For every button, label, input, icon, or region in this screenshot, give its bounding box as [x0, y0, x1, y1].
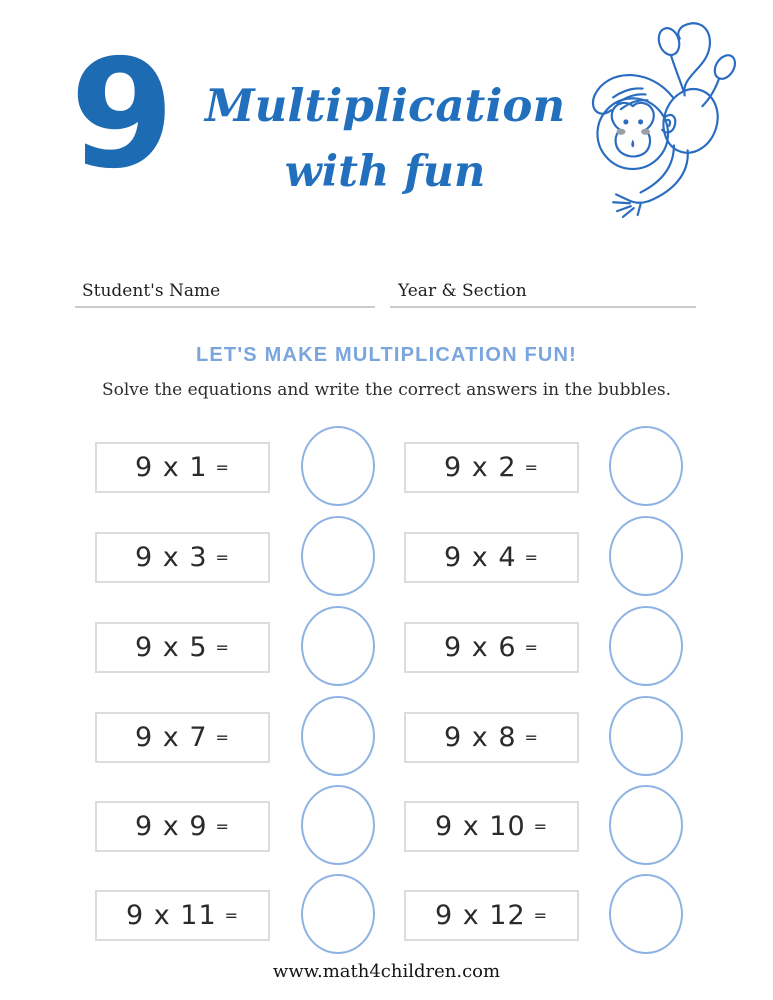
answer-bubble-9x10[interactable]: [609, 785, 683, 865]
year-section-input-line[interactable]: [390, 306, 696, 308]
equation-box-9x7: [95, 712, 270, 763]
title-line-1: Multiplication: [204, 79, 566, 132]
answer-bubble-9x1[interactable]: [301, 426, 375, 506]
answer-bubble-9x11[interactable]: [301, 874, 375, 954]
equals-sign: =: [215, 728, 230, 747]
monkey-arm-over-head: [593, 75, 673, 114]
equation-text: 9 x 12: [434, 900, 526, 931]
title-line-2: with fun: [284, 147, 486, 197]
monkey-eye-left: [623, 119, 628, 124]
equation-box-9x8: [404, 712, 579, 763]
equation-box-9x1: [95, 442, 270, 493]
student-name-label: Student's Name: [82, 281, 221, 301]
answer-bubble-9x5[interactable]: [301, 606, 375, 686]
answer-bubble-9x6[interactable]: [609, 606, 683, 686]
worksheet-title: [170, 72, 600, 206]
equation-text: 9 x 7: [135, 722, 208, 753]
monkey-icon: [572, 8, 768, 226]
equals-sign: =: [533, 906, 549, 925]
year-section-label: Year & Section: [398, 281, 527, 301]
equation-box-9x4: [404, 532, 579, 583]
monkey-cheek-right: [641, 129, 650, 135]
equation-box-9x11: [95, 890, 270, 941]
equation-text: 9 x 6: [444, 632, 517, 663]
equation-box-9x9: [95, 801, 270, 852]
equation-text: 9 x 1: [135, 452, 208, 483]
monkey-right-foot: [711, 52, 739, 83]
monkey-lower-arm: [648, 150, 687, 201]
equals-sign: =: [215, 458, 230, 477]
monkey-tail: [678, 23, 710, 95]
answer-bubble-9x7[interactable]: [301, 696, 375, 776]
equation-box-9x10: [404, 801, 579, 852]
equals-sign: =: [524, 638, 539, 657]
equation-text: 9 x 8: [444, 722, 517, 753]
equation-text: 9 x 9: [135, 811, 208, 842]
answer-bubble-9x8[interactable]: [609, 696, 683, 776]
section-heading: LET'S MAKE MULTIPLICATION FUN!: [195, 344, 578, 366]
equation-text: 9 x 2: [444, 452, 517, 483]
equals-sign: =: [533, 817, 549, 836]
equation-text: 9 x 11: [125, 900, 217, 931]
equals-sign: =: [215, 548, 230, 567]
equals-sign: =: [215, 638, 230, 657]
monkey-eye-right: [638, 119, 643, 124]
equation-box-9x6: [404, 622, 579, 673]
equation-box-9x3: [95, 532, 270, 583]
equation-box-9x12: [404, 890, 579, 941]
equation-text: 9 x 5: [135, 632, 208, 663]
answer-bubble-9x9[interactable]: [301, 785, 375, 865]
website-url: www.math4children.com: [272, 961, 501, 982]
monkey-head: [597, 98, 668, 169]
equation-box-9x2: [404, 442, 579, 493]
times-table-number: 9: [70, 28, 175, 202]
instruction-text: Solve the equations and write the correct answers in the bubbles.: [101, 380, 672, 400]
equals-sign: =: [524, 458, 539, 477]
equals-sign: =: [524, 728, 539, 747]
equation-text: 9 x 3: [135, 542, 208, 573]
answer-bubble-9x4[interactable]: [609, 516, 683, 596]
student-name-input-line[interactable]: [75, 306, 375, 308]
equals-sign: =: [524, 548, 539, 567]
equation-box-9x5: [95, 622, 270, 673]
equals-sign: =: [215, 817, 230, 836]
answer-bubble-9x3[interactable]: [301, 516, 375, 596]
monkey-cheek-left: [617, 129, 626, 135]
answer-bubble-9x2[interactable]: [609, 426, 683, 506]
monkey-left-leg: [671, 55, 684, 91]
equation-text: 9 x 4: [444, 542, 517, 573]
equation-text: 9 x 10: [434, 811, 526, 842]
answer-bubble-9x12[interactable]: [609, 874, 683, 954]
equals-sign: =: [224, 906, 240, 925]
monkey-mouth: [631, 140, 634, 148]
